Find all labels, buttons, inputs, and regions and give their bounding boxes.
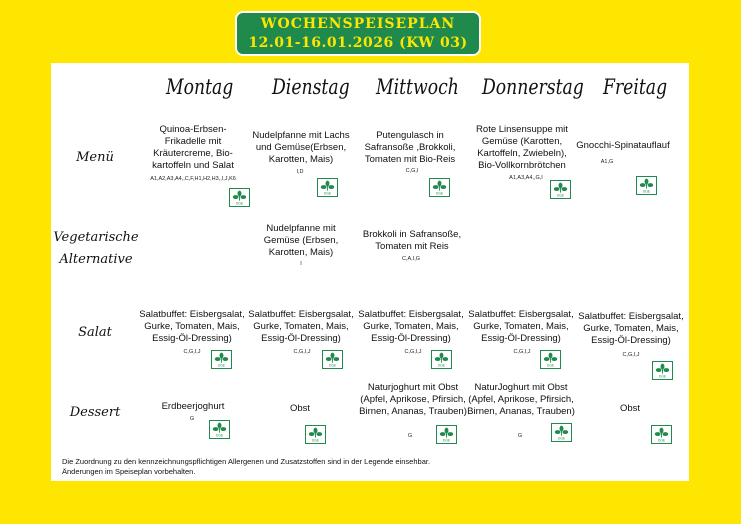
dessert-wednesday-code: G xyxy=(407,433,413,439)
dessert-thursday: NaturJoghurt mit Obst (Apfel, Aprikose, Pfirsich, Birnen, Ananas, Trauben) xyxy=(467,382,575,417)
dge-leaf-icon xyxy=(636,176,657,195)
svg-text:DGE: DGE xyxy=(329,363,336,368)
svg-text:DGE: DGE xyxy=(658,438,665,443)
row-label-vegetarian-line2: Alternative xyxy=(59,252,133,267)
salat-tuesday-code: C,G,I,J xyxy=(293,349,311,355)
menu-monday: Quinoa-Erbsen-Frikadelle mit Kräutercreme, Bio-kartoffeln und Salat xyxy=(152,124,234,171)
salat-wednesday: Salatbuffet: Eisbergsalat, Gurke, Tomaten, Mais, Essig-Öl-Dressing) xyxy=(358,309,464,344)
menu-monday-code: A1,A2,A3,A4,,C,F,H1,H2,H3,,I,J,K6 xyxy=(150,176,236,182)
dge-leaf-icon xyxy=(211,350,232,369)
salat-tuesday: Salatbuffet: Eisbergsalat, Gurke, Tomaten, Mais, Essig-Öl-Dressing) xyxy=(248,309,354,344)
dge-leaf-icon xyxy=(229,188,250,207)
row-label-vegetarian xyxy=(52,227,140,271)
row-label-vegetarian-line1: Vegetarische xyxy=(53,230,139,245)
title-line2: 12.01-16.01.2026 (KW 03) xyxy=(248,35,468,51)
row-label-salat: Salat xyxy=(78,325,112,340)
svg-text:DGE: DGE xyxy=(216,433,223,438)
salat-wednesday-code: C,G,I,J xyxy=(404,349,422,355)
row-label-dessert: Dessert xyxy=(69,405,121,420)
svg-text:DGE: DGE xyxy=(443,438,450,443)
salat-monday-code: C,G,I,J xyxy=(183,349,201,355)
menu-tuesday: Nudelpfanne mit Lachs und Gemüse(Erbsen, Karotten, Mais) xyxy=(252,130,350,165)
row-label-menu: Menü xyxy=(76,150,114,165)
day-tuesday: Dienstag xyxy=(272,75,350,99)
svg-text:DGE: DGE xyxy=(324,191,331,196)
menu-wednesday-code: C,G,I xyxy=(405,168,419,174)
dge-leaf-icon xyxy=(436,425,457,444)
menu-friday-code: A1,G xyxy=(600,159,614,165)
day-wednesday: Mittwoch xyxy=(376,75,459,99)
svg-text:DGE: DGE xyxy=(659,374,666,379)
svg-text:DGE: DGE xyxy=(438,363,445,368)
menu-tuesday-code: I,D xyxy=(296,169,304,175)
svg-text:DGE: DGE xyxy=(558,436,565,441)
dge-leaf-icon xyxy=(652,361,673,380)
title-line1: WOCHENSPEISEPLAN xyxy=(260,16,456,32)
menu-sheet xyxy=(51,63,689,481)
svg-text:DGE: DGE xyxy=(557,193,564,198)
svg-text:DGE: DGE xyxy=(218,363,225,368)
dge-leaf-icon xyxy=(209,420,230,439)
dge-leaf-icon xyxy=(651,425,672,444)
dessert-monday: Erdbeerjoghurt xyxy=(161,401,225,412)
salat-friday: Salatbuffet: Eisbergsalat, Gurke, Tomaten, Mais, Essig-Öl-Dressing) xyxy=(578,311,684,346)
vegetarian-tuesday-code: I xyxy=(300,261,302,267)
vegetarian-wednesday-code: C,A,I,G xyxy=(401,256,421,262)
menu-thursday: Rote Linsensuppe mit Gemüse (Karotten, Kartoffeln, Zwiebeln), Bio-Vollkornbrötchen xyxy=(476,124,568,171)
dessert-monday-code: G xyxy=(189,416,195,422)
svg-text:DGE: DGE xyxy=(547,363,554,368)
dge-leaf-icon xyxy=(540,350,561,369)
vegetarian-wednesday: Brokkoli in Safransoße, Tomaten mit Reis xyxy=(362,229,462,252)
salat-thursday: Salatbuffet: Eisbergsalat, Gurke, Tomaten, Mais, Essig-Öl-Dressing) xyxy=(468,309,574,344)
footer-line1: Die Zuordnung zu den kennzeichnungspflichtigen Allergenen und Zusatzstoffen sind in der Legende einsehbar. xyxy=(62,457,431,466)
salat-friday-code: C,G,I,J xyxy=(622,352,640,358)
dge-leaf-icon xyxy=(550,180,571,199)
footer-line2: Änderungen im Speiseplan vorbehalten. xyxy=(62,467,196,476)
svg-text:DGE: DGE xyxy=(236,201,243,206)
salat-thursday-code: C,G,I,J xyxy=(513,349,531,355)
day-monday: Montag xyxy=(166,75,234,99)
vegetarian-tuesday: Nudelpfanne mit Gemüse (Erbsen, Karotten, Mais) xyxy=(263,223,339,258)
menu-friday: Gnocchi-Spinatauflauf xyxy=(576,140,670,151)
dessert-wednesday: Naturjoghurt mit Obst (Apfel, Aprikose, Pfirsich, Birnen, Ananas, Trauben) xyxy=(359,382,467,417)
dge-leaf-icon xyxy=(305,425,326,444)
dge-leaf-icon xyxy=(551,423,572,442)
dessert-thursday-code: G xyxy=(517,433,523,439)
title-banner xyxy=(235,11,481,56)
dge-leaf-icon xyxy=(431,350,452,369)
menu-wednesday: Putengulasch in Safransoße ,Brokkoli, Tomaten mit Bio-Reis xyxy=(364,130,456,165)
dessert-tuesday: Obst xyxy=(289,403,311,414)
dessert-friday: Obst xyxy=(619,403,641,414)
dge-leaf-icon xyxy=(317,178,338,197)
day-friday: Freitag xyxy=(603,75,668,99)
svg-text:DGE: DGE xyxy=(436,191,443,196)
day-thursday: Donnerstag xyxy=(482,75,584,99)
salat-monday: Salatbuffet: Eisbergsalat, Gurke, Tomaten, Mais, Essig-Öl-Dressing) xyxy=(139,309,245,344)
svg-text:DGE: DGE xyxy=(643,189,650,194)
dge-leaf-icon xyxy=(429,178,450,197)
footer-note xyxy=(62,457,430,477)
svg-text:DGE: DGE xyxy=(312,438,319,443)
menu-thursday-code: A1,A3,A4,,G,I xyxy=(509,175,543,181)
dge-leaf-icon xyxy=(322,350,343,369)
